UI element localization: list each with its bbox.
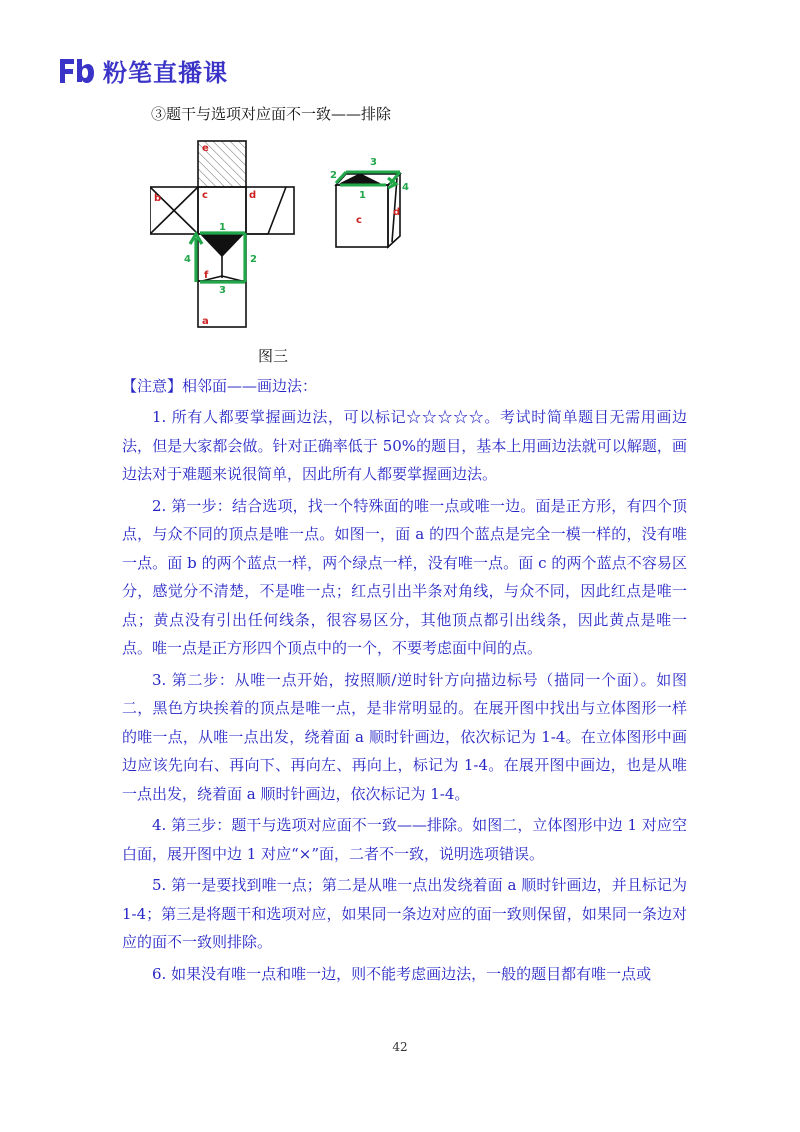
section-title: ③题干与选项对应面不一致——排除	[151, 105, 392, 123]
cube-label-d: d	[393, 207, 401, 218]
label-a: a	[202, 316, 209, 327]
cube-edge-label-1: 1	[359, 190, 366, 201]
figure-caption: 图三	[258, 347, 289, 365]
net-edge-label-1: 1	[219, 222, 226, 233]
paragraph: 5. 第一是要找到唯一点；第二是从唯一点出发绕着面 a 顺时针画边，并且标记为 1-4；第三是将题干和选项对应，如果同一条边对应的面一致则保留，如果同一条边对应的面不一致则排除。	[122, 876, 687, 951]
cube-edge-label-3: 3	[370, 157, 377, 168]
page-number: 42	[392, 1040, 408, 1054]
paragraph: 6. 如果没有唯一点和唯一边，则不能考虑画边法，一般的题目都有唯一点或	[152, 964, 652, 983]
face-d-diagonal	[268, 187, 286, 234]
paragraph: 1. 所有人都要掌握画边法，可以标记☆☆☆☆☆。考试时简单题目无需用画边法，但是大家都会做。针对正确率低于 50%的题目，基本上用画边法就可以解题，画边法对于难题来说很简单，因此所有人都要掌握画边法。	[122, 408, 687, 483]
label-b: b	[154, 193, 162, 204]
cube-net-figure	[150, 138, 430, 330]
face-f-black-triangle	[202, 235, 242, 256]
brand-name: 粉笔直播课	[103, 58, 228, 87]
label-d: d	[249, 190, 257, 201]
net-edge-label-4: 4	[184, 254, 191, 265]
label-e: e	[202, 143, 209, 154]
label-f: f	[204, 270, 209, 281]
paragraph: 3. 第二步：从唯一点开始，按照顺/逆时针方向描边标号（描同一个面）。如图二，黑色方块挨着的顶点是唯一点，是非常明显的。在展开图中找出与立体图形一样的唯一点，从唯一点出发，绕着面 a 顺时针画边，依次标记为 1-4。在立体图形中画边应该先向右、再向下、再向左、再向上，标记为 1-4。在展开图中画边，也是从唯一点出发，绕着面 a 顺时针画边，依次标记为 1-4。	[122, 670, 687, 803]
note-section	[122, 372, 687, 991]
paragraph: 4. 第三步：题干与选项对应面不一致——排除。如图二，立体图形中边 1 对应空白面，展开图中边 1 对应“×”面，二者不一致，说明选项错误。	[122, 816, 687, 863]
net-edge-label-3: 3	[219, 285, 226, 296]
fenbi-logo-icon	[57, 55, 95, 85]
note-title: 【注意】相邻面——画边法：	[122, 377, 318, 395]
cube-edge-label-2: 2	[330, 170, 337, 181]
paragraph: 2. 第一步：结合选项，找一个特殊面的唯一点或唯一边。面是正方形，有四个顶点，与众不同的顶点是唯一点。如图一，面 a 的四个蓝点是完全一模一样的，没有唯一点。面 b 的两个蓝点一样，两个绿点一样，没有唯一点。面 c 的两个蓝点不容易区分，感觉分不清楚，不是唯一点；红点引出半条对角线，与众不同，因此红点是唯一点；黄点没有引出任何线条，很容易区分，其他顶点都引出线条，因此黄点是唯一点。唯一点是正方形四个顶点中的一个，不要考虑面中间的点。	[122, 496, 687, 657]
label-c: c	[202, 190, 208, 201]
header	[57, 52, 228, 88]
cube-black-triangle	[340, 174, 380, 184]
net-edge-label-2: 2	[250, 254, 257, 265]
cube-edge-label-4: 4	[402, 182, 409, 193]
cube-label-c: c	[356, 215, 362, 226]
